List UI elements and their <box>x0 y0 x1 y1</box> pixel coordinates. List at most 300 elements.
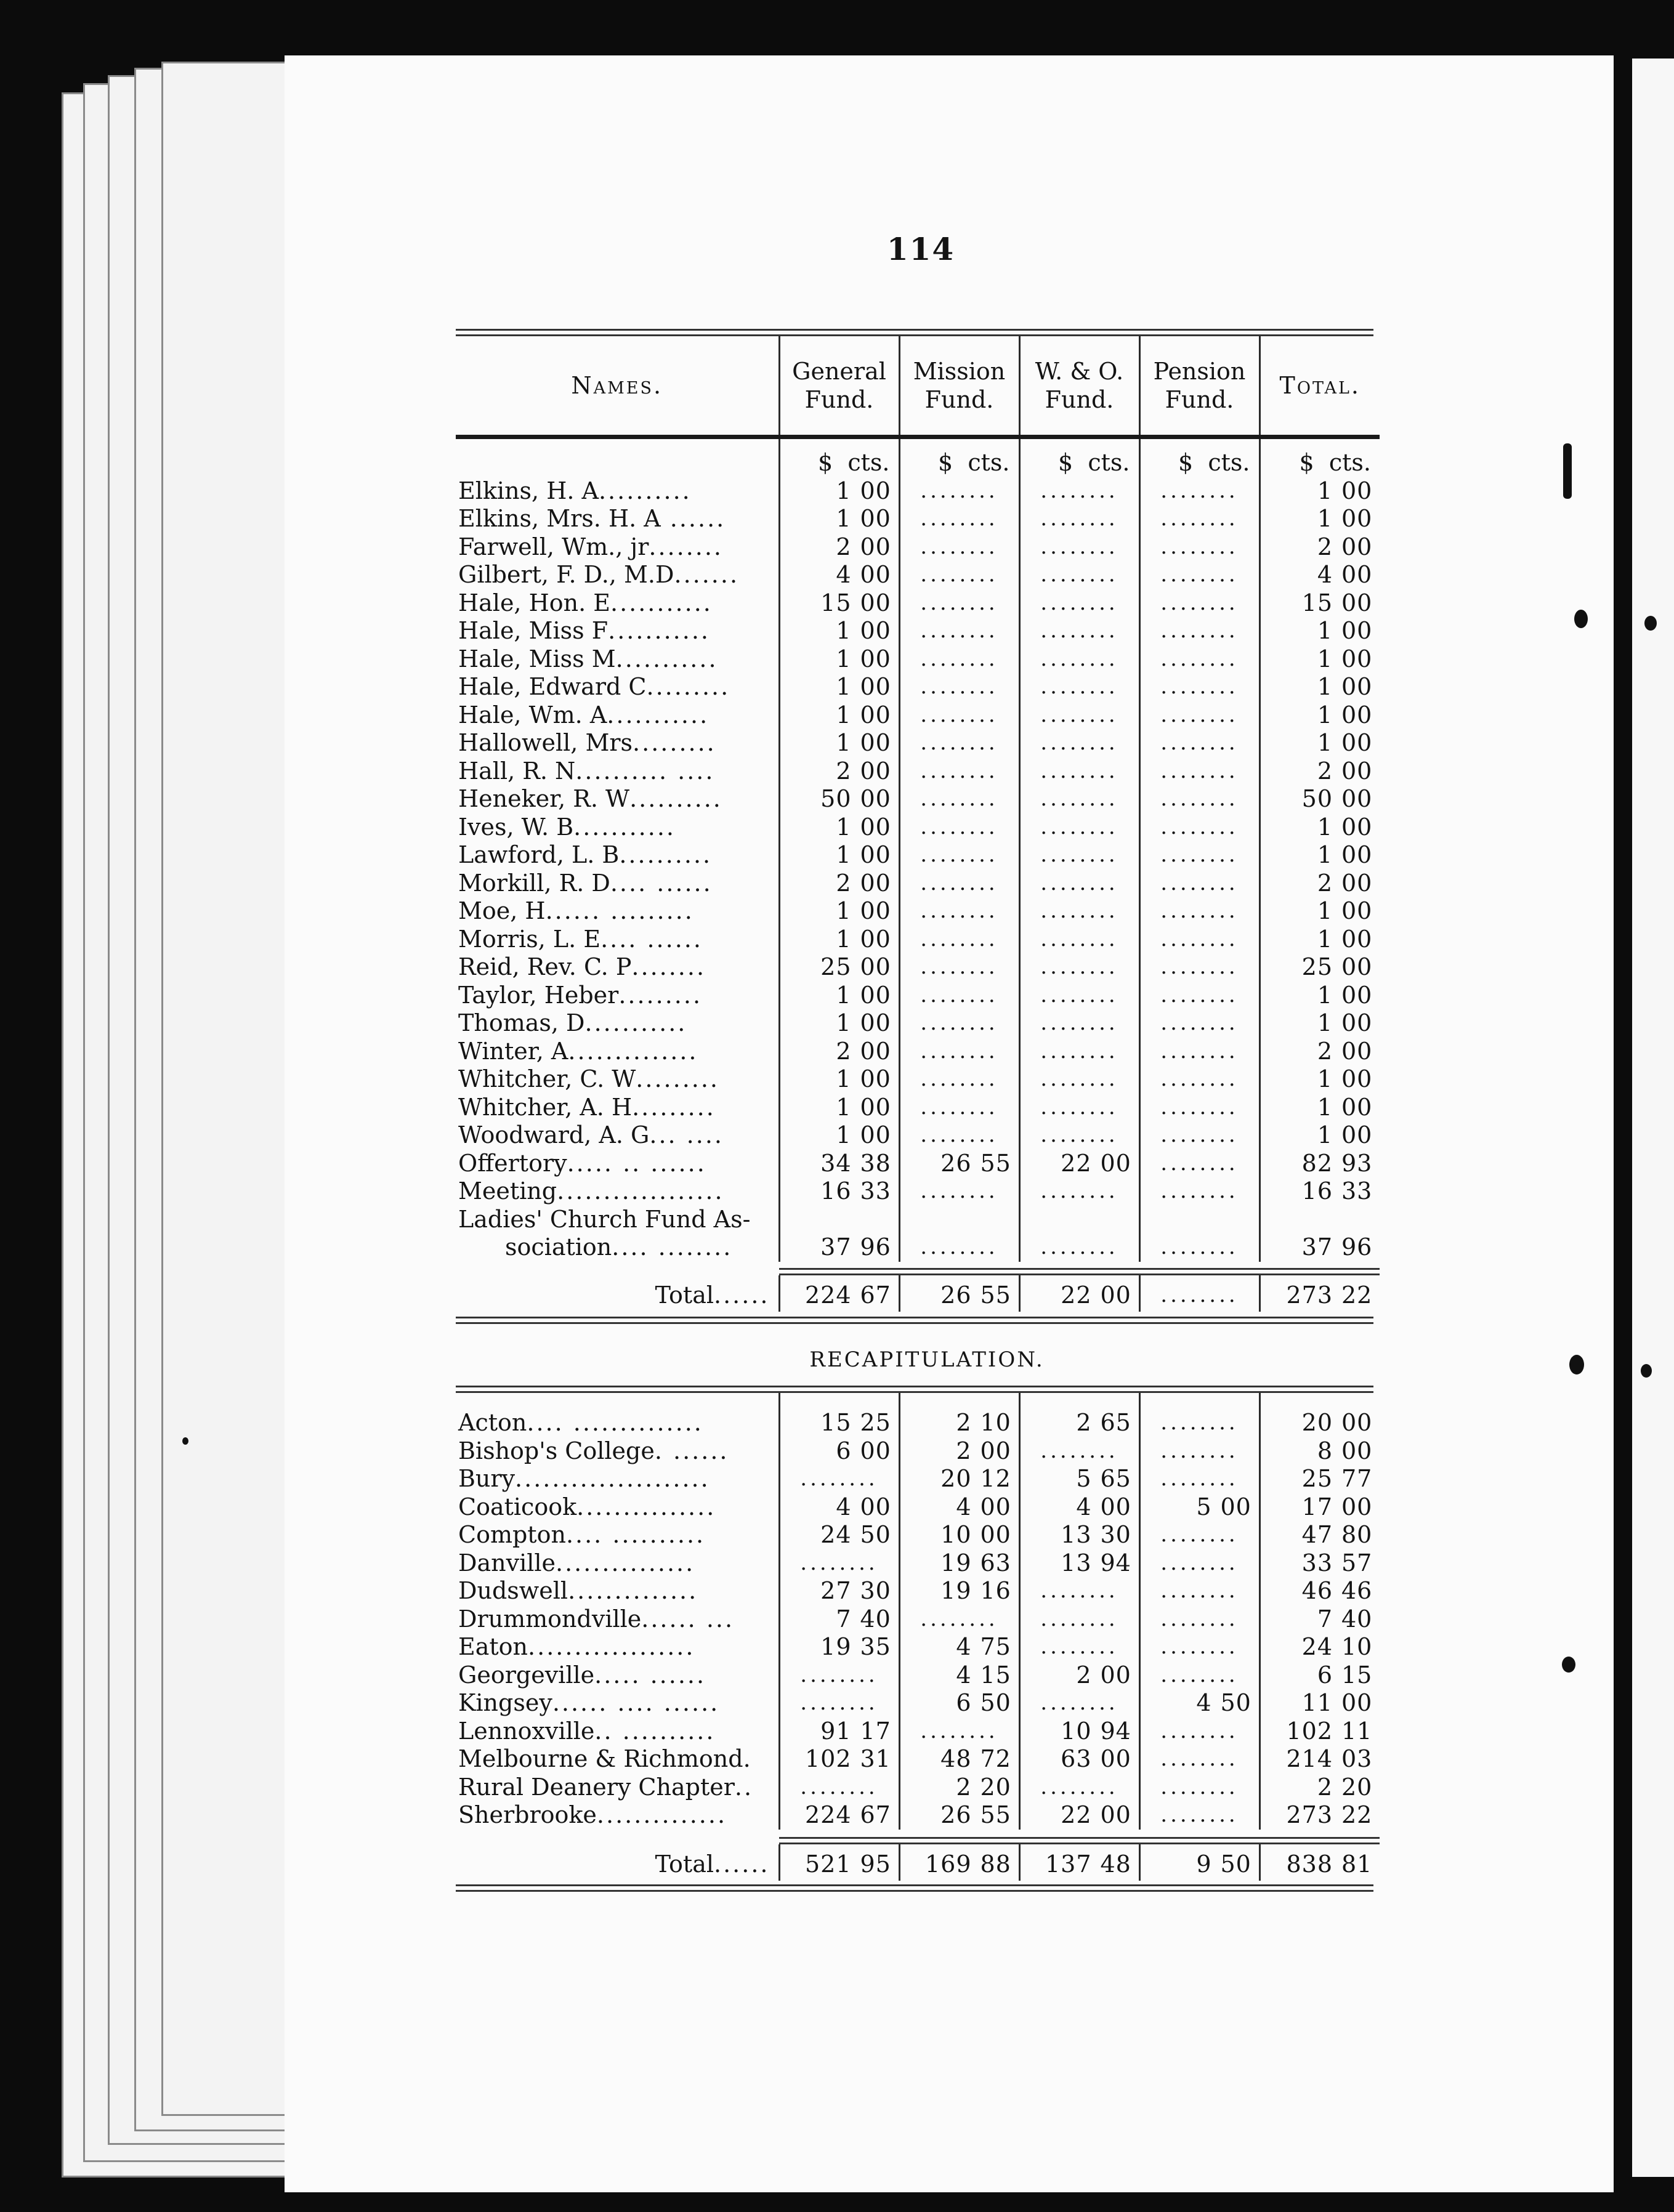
recap-row <box>456 1801 1380 1830</box>
table-row-name: Acton.... .............. <box>458 1409 703 1436</box>
table-row <box>456 926 1380 954</box>
empty-dots-cell: ........ <box>1139 645 1260 674</box>
amount-cell: 50 00 <box>1260 785 1380 813</box>
column-header-general-fund: General Fund. <box>779 336 899 435</box>
table-row <box>456 1094 1380 1122</box>
table-row-name: Georgeville..... ...... <box>458 1661 706 1689</box>
amount-cell: 63 00 <box>1019 1745 1139 1774</box>
amount-cell: 24 50 <box>779 1521 899 1549</box>
amount-cell: 2 00 <box>899 1437 1019 1466</box>
empty-dots-cell: ........ <box>899 701 1019 730</box>
recap-row <box>456 1493 1380 1522</box>
amount-cell: 1 00 <box>1260 729 1380 757</box>
ladies-row-line1 <box>456 1206 1380 1234</box>
table-row-name: Lennoxville.. .......... <box>458 1717 716 1745</box>
amount-cell: 1 00 <box>779 729 899 757</box>
empty-dots-cell: ........ <box>1139 729 1260 757</box>
amount-cell: 7 40 <box>779 1605 899 1634</box>
ladies-row-line2 <box>456 1233 1380 1262</box>
table-row <box>456 645 1380 674</box>
empty-dots-cell: ........ <box>899 1038 1019 1066</box>
table-row-name: Bishop's College. ...... <box>458 1437 729 1464</box>
amount-cell: 4 00 <box>779 1493 899 1522</box>
amount-cell: 1 00 <box>779 841 899 870</box>
section-rule <box>456 1317 1373 1324</box>
amount-cell: 2 00 <box>1260 533 1380 562</box>
column-header-pension-fund: Pension Fund. <box>1139 336 1260 435</box>
amount-cell: 16 33 <box>779 1177 899 1206</box>
table-row <box>456 1009 1380 1038</box>
empty-dots-cell: ........ <box>1019 533 1139 562</box>
amount-cell: 17 00 <box>1260 1493 1380 1522</box>
amount-cell: 4 00 <box>779 561 899 589</box>
amount-cell: 224 67 <box>779 1801 899 1830</box>
table-row-name: Whitcher, C. W......... <box>458 1065 720 1092</box>
amount-cell: 1 00 <box>1260 926 1380 954</box>
empty-dots-cell: ........ <box>899 1094 1019 1122</box>
amount-cell: 2 00 <box>779 1038 899 1066</box>
recap-row <box>456 1605 1380 1634</box>
recap-row <box>456 1633 1380 1661</box>
amount-cell: 25 00 <box>779 953 899 982</box>
empty-dots-cell: ........ <box>899 477 1019 506</box>
ink-speck <box>1562 1657 1575 1673</box>
header-row <box>456 336 1380 435</box>
table-row-name: Hale, Miss F........... <box>458 617 710 644</box>
empty-dots-cell: ........ <box>899 982 1019 1010</box>
empty-dots-cell: ........ <box>899 813 1019 842</box>
amount-cell: 82 93 <box>1260 1150 1380 1178</box>
recap-row <box>456 1521 1380 1549</box>
table-row-name: Lawford, L. B.......... <box>458 841 713 868</box>
empty-dots-cell: ........ <box>899 897 1019 926</box>
amount-cell: 838 81 <box>1260 1844 1380 1881</box>
recap-row <box>456 1409 1380 1437</box>
empty-dots-cell: ........ <box>1019 1121 1139 1150</box>
table-row <box>456 617 1380 645</box>
empty-dots-cell: ........ <box>779 1465 899 1493</box>
empty-dots-cell: ........ <box>899 533 1019 562</box>
amount-cell: 1 00 <box>1260 505 1380 533</box>
empty-dots-cell: ........ <box>1139 982 1260 1010</box>
empty-dots-cell: ........ <box>899 1233 1019 1262</box>
empty-dots-cell: ........ <box>1139 1065 1260 1094</box>
amount-cell: 48 72 <box>899 1745 1019 1774</box>
amount-cell: 1 00 <box>779 701 899 730</box>
amount-cell: 5 65 <box>1019 1465 1139 1493</box>
empty-dots-cell: ........ <box>1019 897 1139 926</box>
recap-row <box>456 1718 1380 1746</box>
recap-body <box>456 1409 1380 1830</box>
amount-cell: 102 11 <box>1260 1718 1380 1746</box>
header-bottom-rule <box>456 435 1380 439</box>
amount-cell: 2 20 <box>1260 1774 1380 1802</box>
recap-row <box>456 1745 1380 1774</box>
subscribers-total-row <box>456 1275 1380 1312</box>
amount-cell: 13 94 <box>1019 1549 1139 1578</box>
empty-dots-cell: ........ <box>1139 1633 1260 1661</box>
table-row-name: Eaton.................. <box>458 1633 695 1660</box>
empty-dots-cell: ........ <box>1139 1275 1260 1312</box>
units-cell: $ cts. <box>1139 439 1260 477</box>
recap-row <box>456 1689 1380 1718</box>
amount-cell: 25 00 <box>1260 953 1380 982</box>
amount-cell: 4 15 <box>899 1661 1019 1690</box>
table-row-name: Sherbrooke.............. <box>458 1801 727 1828</box>
amount-cell: 1 00 <box>1260 813 1380 842</box>
empty-dots-cell: ........ <box>1139 841 1260 870</box>
empty-dots-cell: ........ <box>1139 953 1260 982</box>
empty-dots-cell: ........ <box>899 926 1019 954</box>
empty-dots-cell: ........ <box>1019 1038 1139 1066</box>
amount-cell: 26 55 <box>899 1801 1019 1830</box>
amount-cell: 37 96 <box>779 1233 899 1262</box>
table-row <box>456 477 1380 506</box>
table-row-name: Elkins, H. A.......... <box>458 477 692 504</box>
amount-cell: 1 00 <box>779 505 899 533</box>
amount-cell: 19 35 <box>779 1633 899 1661</box>
empty-dots-cell: ........ <box>899 1121 1019 1150</box>
amount-cell: 47 80 <box>1260 1521 1380 1549</box>
table-row <box>456 953 1380 982</box>
table-row <box>456 729 1380 757</box>
empty-dots-cell: ........ <box>1019 926 1139 954</box>
ink-speck <box>182 1437 188 1445</box>
amount-cell: 2 00 <box>1019 1661 1139 1690</box>
total-label: Total...... <box>655 1281 770 1309</box>
table-row-name: Elkins, Mrs. H. A ...... <box>458 505 726 532</box>
recap-bottom-rule <box>456 1884 1373 1892</box>
amount-cell: 2 00 <box>779 533 899 562</box>
empty-dots-cell: ........ <box>1139 1150 1260 1178</box>
empty-dots-cell: ........ <box>1019 757 1139 786</box>
empty-dots-cell: ........ <box>899 1718 1019 1746</box>
amount-cell: 6 15 <box>1260 1661 1380 1690</box>
amount-cell: 4 75 <box>899 1633 1019 1661</box>
empty-dots-cell: ........ <box>1139 617 1260 645</box>
amount-cell: 1 00 <box>1260 701 1380 730</box>
amount-cell: 1 00 <box>779 617 899 645</box>
table-row-name: Woodward, A. G... .... <box>458 1121 724 1148</box>
table-row <box>456 757 1380 786</box>
table-row <box>456 813 1380 842</box>
amount-cell: 1 00 <box>779 982 899 1010</box>
amount-cell: 2 10 <box>899 1409 1019 1437</box>
table-row-name: Hale, Hon. E........... <box>458 589 713 616</box>
empty-dots-cell: ........ <box>899 505 1019 533</box>
ink-speck <box>1569 1355 1584 1374</box>
amount-cell: 1 00 <box>1260 477 1380 506</box>
empty-dots-cell: ........ <box>899 1065 1019 1094</box>
empty-dots-cell: ........ <box>1139 1521 1260 1549</box>
recap-row <box>456 1577 1380 1605</box>
page-number: 114 <box>886 231 955 267</box>
table-row-name: Hale, Miss M........... <box>458 645 718 672</box>
subscriptions-table <box>456 336 1380 1312</box>
recap-row <box>456 1437 1380 1466</box>
table-row-name: Taylor, Heber......... <box>458 981 703 1009</box>
amount-cell: 7 40 <box>1260 1605 1380 1634</box>
amount-cell: 214 03 <box>1260 1745 1380 1774</box>
amount-cell: 5 00 <box>1139 1493 1260 1522</box>
recap-total-row <box>456 1844 1380 1881</box>
amount-cell: 91 17 <box>779 1718 899 1746</box>
amount-cell: 4 00 <box>1260 561 1380 589</box>
empty-dots-cell: ........ <box>1139 1094 1260 1122</box>
empty-dots-cell: ........ <box>1019 673 1139 701</box>
empty-dots-cell: ........ <box>1019 505 1139 533</box>
empty-dots-cell: ........ <box>1139 1801 1260 1830</box>
empty-dots-cell: ........ <box>1139 1437 1260 1466</box>
table-row-name: Ives, W. B........... <box>458 813 676 841</box>
empty-dots-cell: ........ <box>1019 1437 1139 1466</box>
empty-dots-cell: ........ <box>779 1774 899 1802</box>
amount-cell: 33 57 <box>1260 1549 1380 1578</box>
table-row <box>456 897 1380 926</box>
amount-cell: 1 00 <box>779 477 899 506</box>
table-row-name: Gilbert, F. D., M.D....... <box>458 561 740 588</box>
empty-dots-cell: ........ <box>899 757 1019 786</box>
amount-cell: 26 55 <box>899 1275 1019 1312</box>
table-row-name: Coaticook............... <box>458 1493 716 1520</box>
amount-cell: 50 00 <box>779 785 899 813</box>
empty-dots-cell: ........ <box>1019 870 1139 898</box>
empty-dots-cell: ........ <box>1019 1094 1139 1122</box>
recap-row <box>456 1774 1380 1802</box>
table-row <box>456 1150 1380 1178</box>
empty-dots-cell: ........ <box>1139 926 1260 954</box>
table-row-name: Whitcher, A. H......... <box>458 1093 716 1121</box>
page-content <box>456 231 1373 1892</box>
empty-dots-cell: ........ <box>1019 953 1139 982</box>
table-row-name: Melbourne & Richmond. <box>458 1745 753 1772</box>
amount-cell: 1 00 <box>779 926 899 954</box>
empty-dots-cell: ........ <box>1019 1689 1139 1718</box>
table-row <box>456 1065 1380 1094</box>
table-row-name: Ladies' Church Fund As- <box>458 1205 751 1233</box>
empty-dots-cell: ........ <box>1139 1745 1260 1774</box>
empty-dots-cell: ........ <box>1139 561 1260 589</box>
table-row-name: Hale, Edward C......... <box>458 673 730 700</box>
amount-cell: 1 00 <box>1260 617 1380 645</box>
table-row-name: Rural Deanery Chapter.. <box>458 1773 754 1801</box>
amount-cell: 34 38 <box>779 1150 899 1178</box>
empty-dots-cell: ........ <box>1019 701 1139 730</box>
table-row-name: Reid, Rev. C. P........ <box>458 953 706 980</box>
amount-cell: 2 20 <box>899 1774 1019 1802</box>
amount-cell: 26 55 <box>899 1150 1019 1178</box>
amount-cell: 8 00 <box>1260 1437 1380 1466</box>
empty-dots-cell: ........ <box>1139 870 1260 898</box>
amount-cell: 1 00 <box>1260 1121 1380 1150</box>
empty-dots-cell: ........ <box>1139 673 1260 701</box>
empty-dots-cell: ........ <box>899 1177 1019 1206</box>
amount-cell: 37 96 <box>1260 1233 1380 1262</box>
empty-dots-cell: ........ <box>899 589 1019 618</box>
recap-row <box>456 1661 1380 1690</box>
amount-cell: 521 95 <box>779 1844 899 1881</box>
amount-cell: 2 00 <box>779 870 899 898</box>
table-row <box>456 1177 1380 1206</box>
amount-cell: 273 22 <box>1260 1801 1380 1830</box>
empty-dots-cell: ........ <box>1019 589 1139 618</box>
recap-subtotal-rule <box>779 1837 1380 1844</box>
amount-cell: 4 50 <box>1139 1689 1260 1718</box>
empty-dots-cell: ........ <box>1139 1177 1260 1206</box>
amount-cell: 15 00 <box>1260 589 1380 618</box>
empty-dots-cell: ........ <box>1139 785 1260 813</box>
amount-cell: 1 00 <box>779 1121 899 1150</box>
recap-top-rule <box>456 1386 1373 1393</box>
empty-dots-cell: ........ <box>1139 1409 1260 1437</box>
empty-dots-cell: ........ <box>1139 757 1260 786</box>
amount-cell: 22 00 <box>1019 1275 1139 1312</box>
empty-dots-cell: ........ <box>1019 785 1139 813</box>
amount-cell: 1 00 <box>779 673 899 701</box>
table-row-name: Danville............... <box>458 1549 695 1576</box>
table-row <box>456 505 1380 533</box>
empty-dots-cell: ........ <box>899 1605 1019 1634</box>
recap-row <box>456 1465 1380 1493</box>
amount-cell: 2 00 <box>779 757 899 786</box>
table-row-name: Hallowell, Mrs......... <box>458 729 716 756</box>
amount-cell: 1 00 <box>1260 645 1380 674</box>
table-row-name: Heneker, R. W.......... <box>458 785 722 812</box>
amount-cell: 2 65 <box>1019 1409 1139 1437</box>
ink-speck <box>1641 1364 1652 1378</box>
table-row-name: Morris, L. E.... ...... <box>458 925 703 953</box>
ink-speck <box>1574 610 1588 628</box>
amount-cell: 15 00 <box>779 589 899 618</box>
table-row-name: Kingsey...... .... ...... <box>458 1689 720 1716</box>
empty-dots-cell: ........ <box>899 785 1019 813</box>
empty-dots-cell: ........ <box>1019 1233 1139 1262</box>
table-row <box>456 1121 1380 1150</box>
table-row-name: Drummondville...... ... <box>458 1605 735 1633</box>
empty-dots-cell: ........ <box>1139 1577 1260 1605</box>
empty-dots-cell: ........ <box>1139 1549 1260 1578</box>
amount-cell: 22 00 <box>1019 1150 1139 1178</box>
amount-cell: 2 00 <box>1260 870 1380 898</box>
column-header-names: Names. <box>571 372 663 399</box>
total-label: Total...... <box>655 1850 770 1878</box>
amount-cell: 20 12 <box>899 1465 1019 1493</box>
amount-cell: 102 31 <box>779 1745 899 1774</box>
units-row <box>456 439 1380 477</box>
empty-dots-cell: ........ <box>1139 1233 1260 1262</box>
empty-dots-cell: ........ <box>779 1661 899 1690</box>
empty-dots-cell: ........ <box>1139 1038 1260 1066</box>
table-row-name: Dudswell.............. <box>458 1577 698 1604</box>
empty-dots-cell: ........ <box>1019 841 1139 870</box>
empty-dots-cell: ........ <box>1139 589 1260 618</box>
empty-dots-cell: ........ <box>1019 617 1139 645</box>
amount-cell: 25 77 <box>1260 1465 1380 1493</box>
amount-cell: 2 00 <box>1260 757 1380 786</box>
empty-dots-cell: ........ <box>1019 1605 1139 1634</box>
table-row-name: Moe, H...... ......... <box>458 897 694 924</box>
amount-cell: 15 25 <box>779 1409 899 1437</box>
empty-dots-cell: ........ <box>899 673 1019 701</box>
amount-cell: 169 88 <box>899 1844 1019 1881</box>
table-row-name: Hall, R. N.......... .... <box>458 757 715 785</box>
amount-cell: 27 30 <box>779 1577 899 1605</box>
empty-dots-cell: ........ <box>899 561 1019 589</box>
table-row <box>456 841 1380 870</box>
amount-cell: 46 46 <box>1260 1577 1380 1605</box>
empty-dots-cell: ........ <box>1019 477 1139 506</box>
amount-cell: 1 00 <box>1260 1009 1380 1038</box>
amount-cell: 20 00 <box>1260 1409 1380 1437</box>
amount-cell: 1 00 <box>779 645 899 674</box>
empty-dots-cell: ........ <box>1139 1605 1260 1634</box>
empty-dots-cell: ........ <box>1139 1121 1260 1150</box>
empty-dots-cell: ........ <box>1019 982 1139 1010</box>
recapitulation-table <box>456 1393 1380 1881</box>
table-row <box>456 1038 1380 1066</box>
amount-cell: 24 10 <box>1260 1633 1380 1661</box>
empty-dots-cell: ........ <box>1139 1465 1260 1493</box>
empty-dots-cell: ........ <box>1139 533 1260 562</box>
amount-cell: 6 50 <box>899 1689 1019 1718</box>
empty-dots-cell: ........ <box>779 1689 899 1718</box>
ink-speck <box>1563 443 1572 499</box>
table-row-name: sociation.... ........ <box>505 1233 733 1261</box>
empty-dots-cell: ........ <box>1139 1009 1260 1038</box>
units-cell: $ cts. <box>1260 439 1380 477</box>
amount-cell: 1 00 <box>1260 673 1380 701</box>
table-row <box>456 785 1380 813</box>
amount-cell: 10 94 <box>1019 1718 1139 1746</box>
amount-cell: 16 33 <box>1260 1177 1380 1206</box>
empty-dots-cell: ........ <box>779 1549 899 1578</box>
amount-cell: 10 00 <box>899 1521 1019 1549</box>
amount-cell: 4 00 <box>1019 1493 1139 1522</box>
amount-cell: 1 00 <box>779 1009 899 1038</box>
amount-cell: 2 00 <box>1260 1038 1380 1066</box>
table-row <box>456 589 1380 618</box>
amount-cell: 1 00 <box>1260 982 1380 1010</box>
empty-dots-cell: ........ <box>899 645 1019 674</box>
empty-dots-cell: ........ <box>1139 701 1260 730</box>
table-row-name: Thomas, D........... <box>458 1009 687 1036</box>
amount-cell: 1 00 <box>1260 1065 1380 1094</box>
column-header-mission-fund: Mission Fund. <box>899 336 1019 435</box>
amount-cell: 1 00 <box>1260 841 1380 870</box>
empty-dots-cell: ........ <box>1019 1009 1139 1038</box>
table-row-name: Offertory..... .. ...... <box>458 1149 706 1177</box>
table-row-name: Bury..................... <box>458 1465 710 1492</box>
empty-dots-cell: ........ <box>1019 729 1139 757</box>
table-row <box>456 870 1380 898</box>
amount-cell: 11 00 <box>1260 1689 1380 1718</box>
subtotal-rule <box>779 1268 1380 1275</box>
amount-cell: 19 16 <box>899 1577 1019 1605</box>
empty-dots-cell: ........ <box>1019 645 1139 674</box>
empty-dots-cell: ........ <box>899 841 1019 870</box>
column-header-total: Total. <box>1260 336 1380 435</box>
recapitulation-heading: RECAPITULATION. <box>809 1347 1045 1372</box>
amount-cell: 4 00 <box>899 1493 1019 1522</box>
empty-dots-cell: ........ <box>1139 897 1260 926</box>
table-row-name: Hale, Wm. A........... <box>458 701 710 729</box>
column-header-wo-fund: W. & O. Fund. <box>1019 336 1139 435</box>
empty-dots-cell: ........ <box>899 870 1019 898</box>
table-row <box>456 701 1380 730</box>
empty-dots-cell: ........ <box>1019 1633 1139 1661</box>
amount-cell: 1 00 <box>1260 1094 1380 1122</box>
empty-dots-cell: ........ <box>899 953 1019 982</box>
